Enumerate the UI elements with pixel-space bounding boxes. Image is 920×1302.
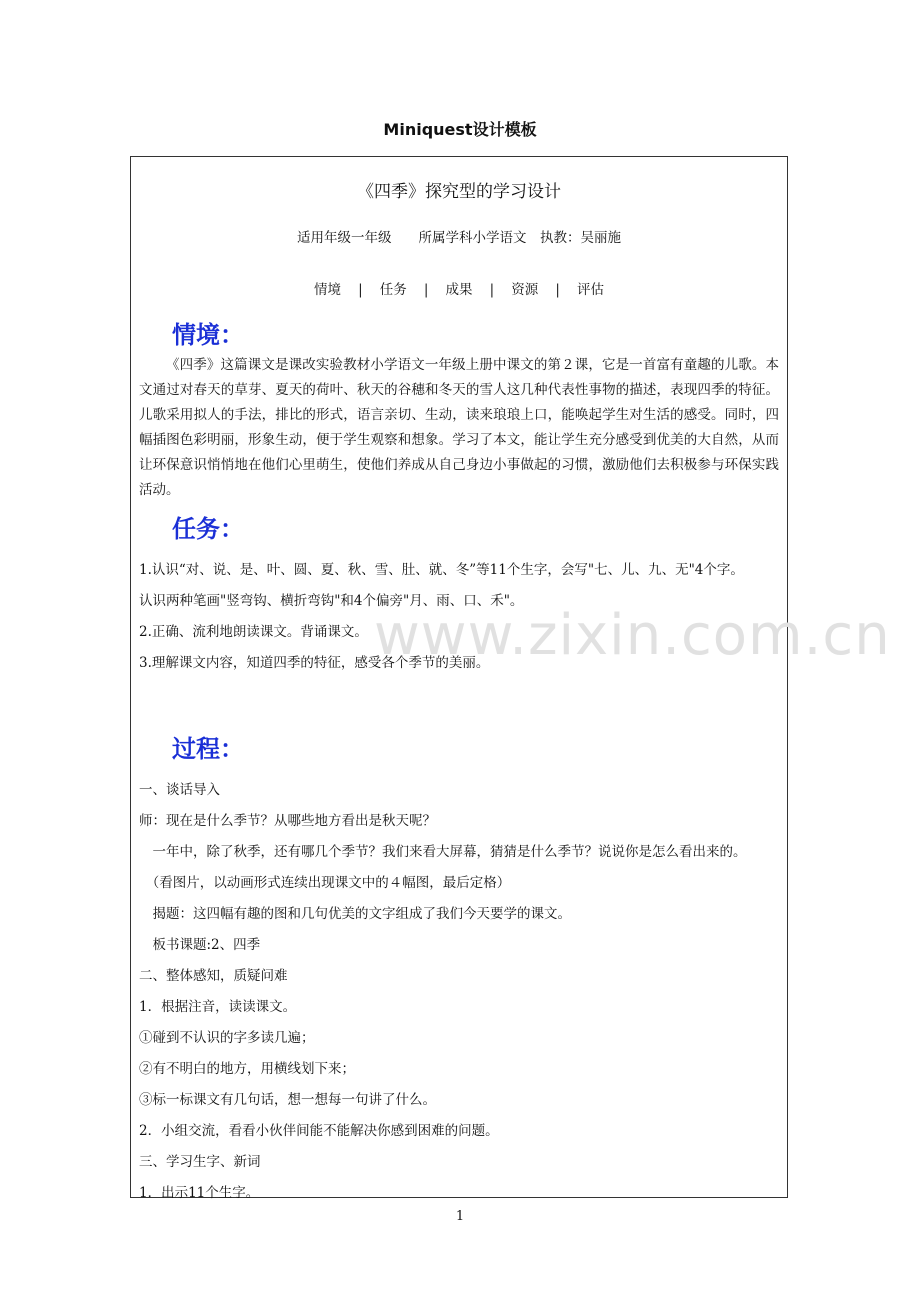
process-line: ①碰到不认识的字多读几遍； — [139, 1030, 315, 1046]
nav-separator: | — [423, 282, 429, 298]
lesson-frame — [130, 156, 788, 1201]
lesson-meta: 适用年级一年级 所属学科小学语文 执教：吴丽施 — [297, 230, 621, 246]
process-line: 揭题：这四幅有趣的图和几句优美的文字组成了我们今天要学的课文。 — [139, 906, 571, 922]
document-title: Miniquest设计模板 — [383, 120, 537, 139]
process-line: 一、谈话导入 — [139, 782, 220, 798]
task-line: 认识两种笔画"竖弯钩、横折弯钩"和4个偏旁"月、雨、口、禾"。 — [139, 593, 524, 609]
process-line: 二、整体感知，质疑问难 — [139, 968, 288, 984]
nav-link-evaluation[interactable]: 评估 — [577, 282, 604, 298]
context-heading: 情境： — [172, 321, 244, 349]
section-nav — [131, 278, 787, 298]
process-line: ②有不明白的地方，用横线划下来； — [139, 1061, 355, 1077]
context-paragraph: 《四季》这篇课文是课改实验教材小学语文一年级上册中课文的第２课，它是一首富有童趣的儿歌。本文通过对春天的草芽、夏天的荷叶、秋天的谷穗和冬天的雪人这几种代表性事物的描述，表现四季的特征。儿歌采用拟人的手法，排比的形式，语言亲切、生动，读来琅琅上口，能唤起学生对生活的感受。同时，四幅插图色彩明丽，形象生动，便于学生观察和想象。学习了本文，能让学生充分感受到优美的大自然，从而让环保意识悄悄地在他们心里萌生，使他们养成从自己身边小事做起的习惯，激励他们去积极参与环保实践活动。 — [139, 357, 779, 498]
nav-separator: | — [489, 282, 495, 298]
task-heading: 任务： — [172, 515, 244, 543]
process-line: 2．小组交流，看看小伙伴间能不能解决你感到困难的问题。 — [139, 1123, 499, 1139]
process-line: 板书课题:2、四季 — [139, 937, 261, 953]
process-line: ③标一标课文有几句话，想一想每一句讲了什么。 — [139, 1092, 436, 1108]
process-line: 一年中，除了秋季，还有哪几个季节？我们来看大屏幕，猜猜是什么季节？说说你是怎么看出来的。 — [139, 844, 747, 860]
process-line: 1．根据注音，读读课文。 — [139, 999, 297, 1015]
task-line: 2.正确、流利地朗读课文。背诵课文。 — [139, 624, 368, 640]
task-line: 3.理解课文内容，知道四季的特征，感受各个季节的美丽。 — [139, 655, 490, 671]
process-line: 1．出示11个生字。 — [139, 1185, 260, 1201]
nav-separator: | — [555, 282, 560, 298]
page-number: 1 — [455, 1209, 465, 1224]
process-heading: 过程： — [172, 735, 244, 763]
nav-link-context[interactable]: 情境 — [314, 282, 341, 298]
nav-separator: | — [358, 282, 363, 298]
nav-link-resources[interactable]: 资源 — [511, 282, 539, 298]
task-line: 1.认识“对、说、是、叶、圆、夏、秋、雪、肚、就、冬”等11个生字，会写"七、儿、九、无"4个字。 — [139, 562, 744, 578]
process-line: 三、学习生字、新词 — [139, 1154, 261, 1170]
process-line: （看图片，以动画形式连续出现课文中的４幅图，最后定格） — [139, 875, 511, 891]
nav-link-task[interactable]: 任务 — [379, 282, 407, 298]
nav-link-result[interactable]: 成果 — [445, 282, 473, 298]
lesson-title: 《四季》探究型的学习设计 — [357, 182, 561, 202]
watermark: www.zixin.com.cn — [374, 603, 891, 668]
process-line: 师：现在是什么季节？从哪些地方看出是秋天呢？ — [139, 813, 436, 829]
